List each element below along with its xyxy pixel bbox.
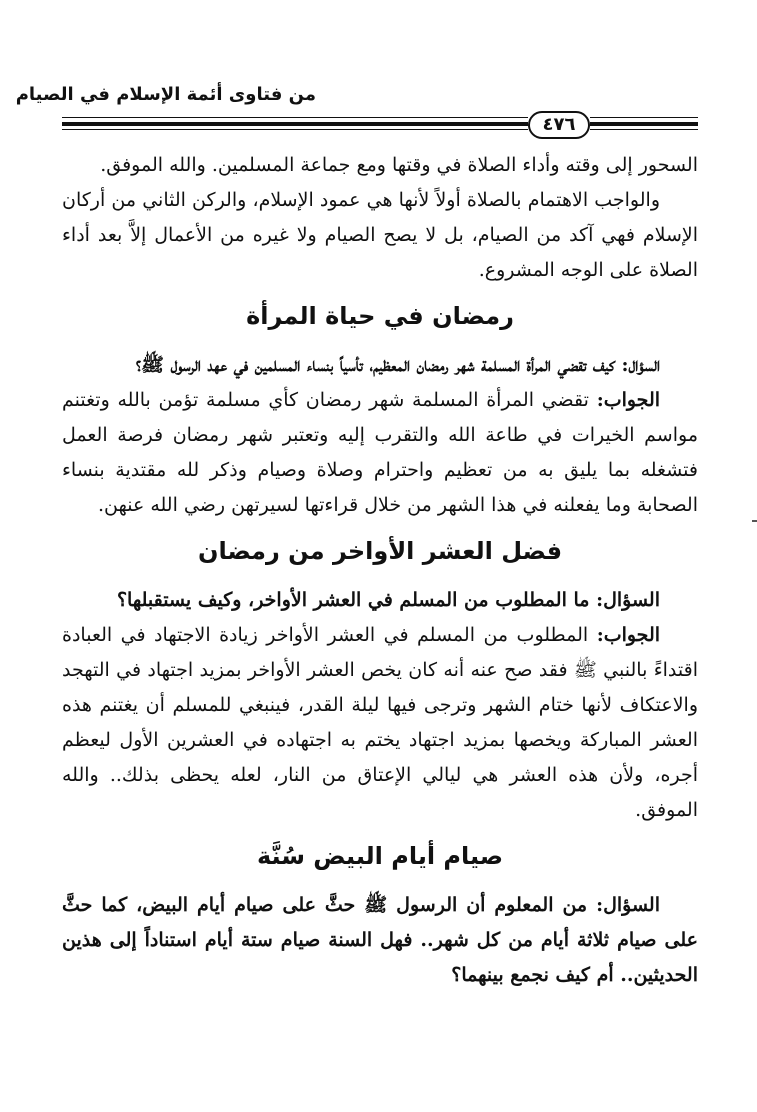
- question-label: السؤال:: [596, 589, 660, 611]
- running-title: من فتاوى أئمة الإسلام في الصيام: [15, 84, 316, 105]
- question-paragraph: [62, 348, 698, 383]
- question-paragraph: [62, 583, 698, 618]
- question-text: ما المطلوب من المسلم في العشر الأواخر، وكيف يستقبلها؟: [116, 589, 590, 611]
- page-number: ٤٧٦: [528, 111, 590, 139]
- header-rule-right: [590, 122, 698, 126]
- header-rule-left-bottom: [62, 129, 528, 130]
- section-heading: رمضان في حياة المرأة: [246, 302, 514, 330]
- question-label: السؤال:: [621, 354, 660, 376]
- answer-text: المطلوب من المسلم في العشر الأواخر زيادة الاجتهاد في العبادة اقتداءً بالنبي ﷺ فقد صح عنه أنه كان يخص العشر الأواخر بمزيد اجتهاد في التهجد والاعتكاف لأنها ختام الشهر وترجى فيها ليلة القدر، فينبغي للمسلم أن يغتنم هذه العشر المباركة ويخصها بمزيد اجتهاد يختم به اجتهاده في العشرين الأول ليعظم أجره، ولأن هذه العشر هي ليالي الإعتاق من النار، لعله يحظى بذلك.. والله الموفق.: [62, 624, 698, 821]
- question-label: السؤال:: [596, 894, 660, 916]
- header-rule-right-bottom: [590, 129, 698, 130]
- intro-paragraph: والواجب الاهتمام بالصلاة أولاً لأنها هي عمود الإسلام، والركن الثاني من أركان الإسلام فهي آكد من الصيام، بل لا يصح الصيام ولا غيره من الأعمال إلاَّ بعد أداء الصلاة على الوجه المشروع.: [62, 189, 698, 281]
- section-heading: صيام أيام البيض سُنَّة: [256, 842, 504, 870]
- question-paragraph: [62, 888, 698, 993]
- page-body: [62, 148, 698, 993]
- header-rule-left: [62, 122, 528, 126]
- answer-text: تقضي المرأة المسلمة شهر رمضان كأي مسلمة تؤمن بالله وتغتنم مواسم الخيرات في طاعة الله والتقرب إليه وتعتبر شهر رمضان فرصة العمل فتشغله بما يليق به من تعظيم واحترام وصلاة وصيام وذكر لله مقتدية بنساء الصحابة وما يفعلنه في هذا الشهر من خلال قراءتها لسيرتهن رضي الله عنهن.: [62, 389, 698, 516]
- answer-label: الجواب:: [596, 624, 661, 646]
- answer-paragraph: [62, 383, 698, 523]
- question-text: من المعلوم أن الرسول ﷺ حثَّ على صيام أيام البيض، كما حثَّ على صيام ثلاثة أيام من كل شهر.. فهل السنة صيام ستة أيام استناداً إلى هذين الحديثين.. أم كيف نجمع بينهما؟: [62, 894, 698, 986]
- question-text: كيف تقضي المرأة المسلمة شهر رمضان المعظيم، تأسياً بنساء المسلمين في عهد الرسول ﷺ؟: [135, 354, 615, 376]
- section-heading: فضل العشر الأواخر من رمضان: [197, 537, 563, 565]
- scan-edge-mark: [752, 520, 757, 522]
- intro-line: السحور إلى وقته وأداء الصلاة في وقتها ومع جماعة المسلمين. والله الموفق.: [100, 154, 698, 176]
- answer-paragraph: [62, 618, 698, 828]
- header-rule-left-top: [62, 117, 528, 118]
- header-rule-right-top: [590, 117, 698, 118]
- answer-label: الجواب:: [596, 389, 661, 411]
